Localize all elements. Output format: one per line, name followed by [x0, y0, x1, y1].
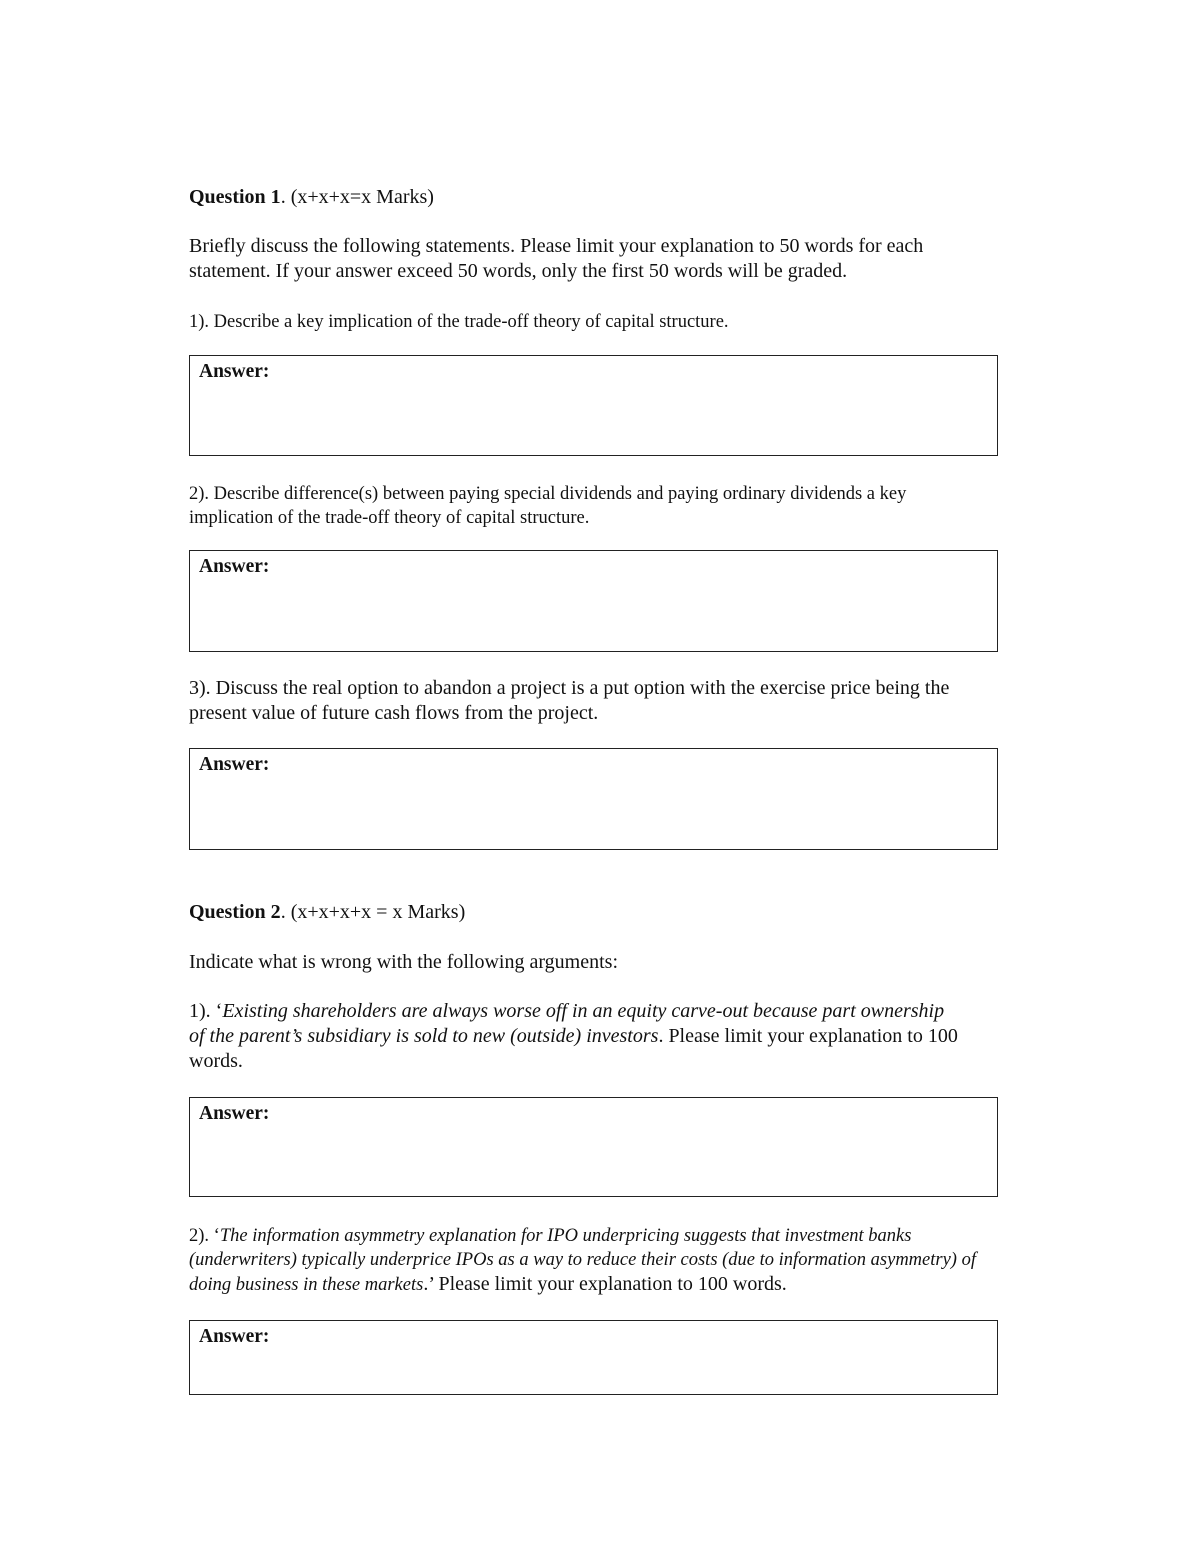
answer-box-q1-3[interactable]: [189, 748, 998, 850]
question-1-label: Question 1: [189, 186, 281, 208]
quoted-argument: Existing shareholders are always worse off in an equity carve-out because part ownership of the parent’s subsidiary is sold to new (outside) investors: [189, 1000, 945, 1047]
answer-box-q1-1[interactable]: [189, 355, 998, 456]
question-2-instructions: Indicate what is wrong with the following arguments:: [189, 951, 618, 973]
question-1-item-2: [189, 482, 979, 530]
item-tail: . Please limit your explanation to 100 words.: [189, 1025, 958, 1072]
item-number: 2).: [189, 1226, 210, 1246]
question-1-heading: [189, 185, 1000, 209]
answer-box-q2-2[interactable]: [189, 1320, 998, 1395]
item-number: 3).: [189, 677, 211, 699]
question-2-item-1: [189, 999, 959, 1074]
answer-label: Answer:: [199, 1103, 270, 1124]
question-2-heading: [189, 900, 1000, 924]
question-1-item-3: [189, 676, 994, 726]
item-number: 2).: [189, 484, 210, 504]
answer-label: Answer:: [199, 361, 270, 382]
item-tail: .’ Please limit your explanation to 100 words.: [423, 1273, 787, 1295]
item-text: Describe difference(s) between paying special dividends and paying ordinary dividends a key implication of the trade-off theory of capital structure.: [189, 484, 907, 528]
item-text: Describe a key implication of the trade-off theory of capital structure.: [213, 312, 729, 332]
question-1-marks: . (x+x+x=x Marks): [280, 186, 434, 208]
answer-box-q1-2[interactable]: [189, 550, 998, 652]
item-number: 1).: [189, 1000, 211, 1022]
answer-label: Answer:: [199, 556, 270, 577]
question-2-item-2: [189, 1224, 984, 1297]
question-1-instructions: Briefly discuss the following statements. Please limit your explanation to 50 words for each statement. If your answer exceed 50 words, only the first 50 words will be graded.: [189, 235, 924, 282]
open-quote: ‘: [213, 1226, 220, 1246]
open-quote: ‘: [215, 1000, 223, 1022]
question-1-item-1: [189, 310, 1000, 334]
question-2-label: Question 2: [189, 901, 281, 923]
answer-label: Answer:: [199, 1326, 270, 1347]
quoted-argument: The information asymmetry explanation for IPO underpricing suggests that investment banks (underwriters) typically underprice IPOs as a way to reduce their costs (due to information asymmetry) of doing business in these markets: [189, 1226, 976, 1295]
question-2-marks: . (x+x+x+x = x Marks): [280, 901, 466, 923]
answer-box-q2-1[interactable]: [189, 1097, 998, 1197]
item-text: Discuss the real option to abandon a project is a put option with the exercise price being the present value of future cash flows from the project.: [189, 677, 950, 724]
item-number: 1).: [189, 312, 210, 332]
answer-label: Answer:: [199, 754, 270, 775]
